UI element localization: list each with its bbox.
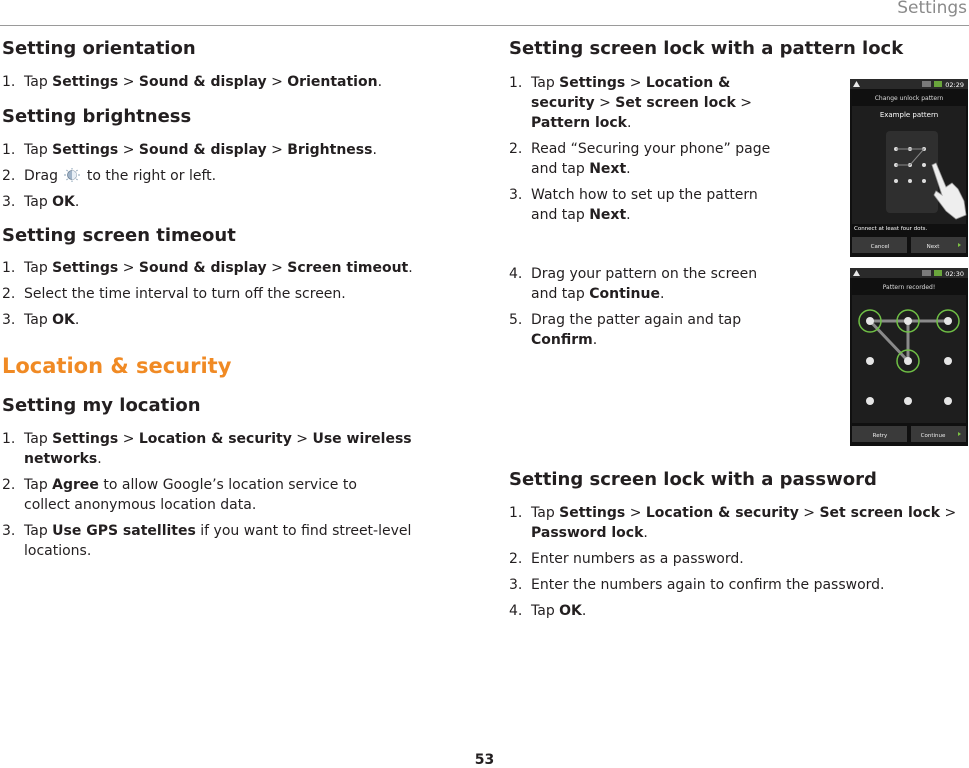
left-column — [2, 38, 462, 561]
list-item: 1. Tap Settings > Location & security > Use wireless networks. — [2, 431, 412, 467]
brightness-steps — [2, 140, 462, 212]
list-item: 1. Tap Settings > Sound & display > Screen timeout. — [2, 260, 413, 276]
list-item: 1. Tap Settings > Location & security > Set screen lock > Password lock. — [509, 505, 957, 541]
continue-button-label: Continue — [920, 433, 946, 439]
cancel-button-label: Cancel — [870, 244, 890, 250]
page-number: 53 — [474, 752, 495, 768]
list-item: 2. Read “Securing your phone” page and tap Next. — [509, 141, 771, 177]
list-item: 4. Tap OK. — [509, 603, 587, 619]
svg-text:Connect at least four dots.: Connect at least four dots. — [854, 226, 928, 232]
svg-text:Change unlock pattern: Change unlock pattern — [874, 95, 944, 102]
pattern-recorded-screenshot — [850, 268, 968, 446]
list-item: 2. Tap Agree to allow Google’s location service to collect anonymous location data. — [2, 477, 357, 513]
header-divider — [0, 25, 969, 26]
svg-text:Pattern recorded!: Pattern recorded! — [882, 284, 936, 291]
list-item: 2. Drag to the right or left. — [2, 168, 217, 184]
page-header-title: Settings — [897, 0, 967, 18]
brightness-heading: Setting brightness — [2, 106, 192, 127]
brightness-sun-icon — [62, 168, 82, 182]
pattern-example-screenshot — [850, 79, 968, 257]
pattern-steps — [509, 73, 774, 225]
list-item: 3. Tap OK. — [2, 194, 80, 210]
list-item: 1. Tap Settings > Sound & display > Brightness. — [2, 142, 377, 158]
svg-text:02:30: 02:30 — [945, 270, 964, 278]
pattern-heading: Setting screen lock with a pattern lock — [509, 38, 904, 59]
pattern-example-screen — [850, 79, 968, 257]
timeout-steps — [2, 258, 462, 330]
list-item: 3. Watch how to set up the pattern and tap Next. — [509, 187, 758, 223]
pattern-recorded-screen — [850, 268, 968, 446]
list-item: 2. Enter numbers as a password. — [509, 551, 744, 567]
svg-text:02:29: 02:29 — [945, 81, 964, 89]
list-item: 3. Tap OK. — [2, 312, 80, 328]
list-item: 1. Tap Settings > Location & security > Set screen lock > Pattern lock. — [509, 75, 752, 131]
password-steps — [509, 503, 969, 621]
list-item: 3. Tap Use GPS satellites if you want to find street-level locations. — [2, 523, 412, 559]
svg-text:Example pattern: Example pattern — [879, 111, 939, 119]
password-heading: Setting screen lock with a password — [509, 469, 877, 490]
list-item: 1. Tap Settings > Sound & display > Orientation. — [2, 74, 383, 90]
list-item: 4. Drag your pattern on the screen and tap Continue. — [509, 266, 758, 302]
orientation-steps — [2, 72, 462, 92]
list-item: 2. Select the time interval to turn off the screen. — [2, 286, 346, 302]
orientation-heading: Setting orientation — [2, 38, 196, 59]
location-heading: Setting my location — [2, 395, 201, 416]
retry-button-label: Retry — [872, 433, 888, 439]
location-steps — [2, 429, 462, 561]
list-item: 3. Enter the numbers again to confirm the password. — [509, 577, 885, 593]
location-section-title: Location & security — [2, 354, 232, 378]
next-button-label: Next — [926, 244, 940, 250]
timeout-heading: Setting screen timeout — [2, 225, 236, 246]
list-item: 5. Drag the patter again and tap Confirm. — [509, 312, 742, 348]
pattern-steps-continued — [509, 264, 809, 350]
